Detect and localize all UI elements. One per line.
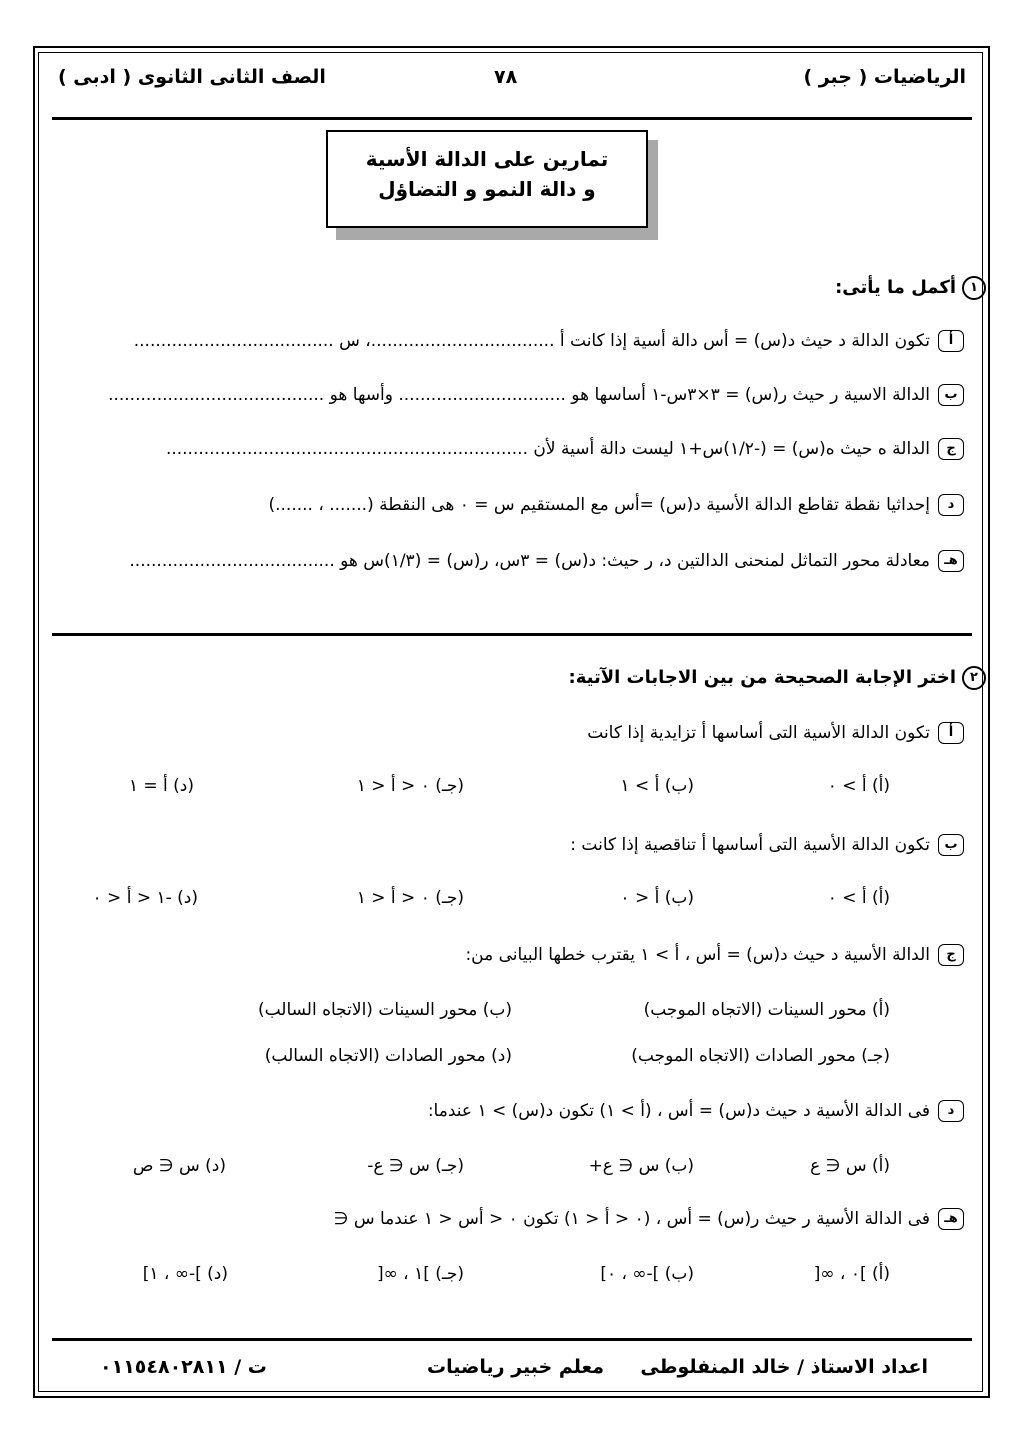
q1-item-e-text: معادلة محور التماثل لمنحنى الدالتين د، ر حيث: د(س) = ٣س، ر(س) = (١/٣)س هو ...................................... — [129, 551, 930, 571]
q1-item-b-letter: ب — [938, 384, 964, 406]
q2-a-option-2: (ب) أ > ١ — [620, 776, 694, 796]
q2-item-d-letter: د — [938, 1100, 964, 1122]
header-subject: الرياضيات ( جبر ) — [803, 66, 966, 88]
q1-item-a-letter: أ — [938, 330, 964, 352]
q2-b-option-1: (أ) أ > ٠ — [827, 888, 890, 908]
q2-item-c-letter: ج — [938, 944, 964, 966]
q2-item-b-text: تكون الدالة الأسية التى أساسها أ تناقصية إذا كانت : — [570, 835, 930, 855]
q1-item-c-letter: ج — [938, 438, 964, 460]
q2-item-e-text: فى الدالة الأسية ر حيث ر(س) = أس ، (٠ < أ < ١) تكون ٠ < أس < ١ عندما س ∈ — [333, 1209, 930, 1229]
q1-item-a — [134, 330, 964, 352]
q2-item-a-text: تكون الدالة الأسية التى أساسها أ تزايدية إذا كانت — [587, 723, 930, 743]
q1-item-e-letter: هـ — [938, 550, 964, 572]
footer-phone: ت / ٠١١٥٤٨٠٢٨١١ — [100, 1356, 267, 1378]
header-grade: الصف الثانى الثانوى ( ادبى ) — [58, 66, 326, 88]
q1-heading-row — [835, 276, 986, 300]
q1-item-d-text: إحداثيا نقطة تقاطع الدالة الأسية د(س) =أس مع المستقيم س = ٠ هى النقطة (....... ، .......) — [268, 495, 930, 515]
q1-heading: أكمل ما يأتى: — [835, 277, 956, 298]
section-rule — [52, 633, 972, 636]
q2-heading: اختر الإجابة الصحيحة من بين الاجابات الآتية: — [568, 667, 956, 688]
q2-d-option-2: (ب) س ∈ ع+ — [588, 1156, 694, 1176]
q2-item-b-letter: ب — [938, 834, 964, 856]
q1-number: ١ — [962, 276, 986, 300]
q1-item-d — [268, 494, 964, 516]
q1-item-c — [166, 438, 964, 460]
q2-b-option-2: (ب) أ < ٠ — [620, 888, 694, 908]
q2-number: ٢ — [962, 666, 986, 690]
header-page-number: ٧٨ — [494, 66, 518, 88]
title-line-2: و دالة النمو و التضاؤل — [378, 177, 596, 201]
q1-item-b-text: الدالة الاسية ر حيث ر(س) = ٣×٣س-١ أساسها هو ............................... وأسها هو ........................................ — [108, 385, 930, 405]
q2-item-d-text: فى الدالة الأسية د حيث د(س) = أس ، (أ > ١) تكون د(س) > ١ عندما: — [427, 1101, 930, 1121]
q2-a-option-1: (أ) أ > ٠ — [827, 776, 890, 796]
q2-e-option-1: (أ) ]٠ ، ∞[ — [813, 1264, 890, 1284]
q1-item-e — [129, 550, 964, 572]
q2-d-option-3: (جـ) س ∈ ع- — [367, 1156, 464, 1176]
q2-d-option-1: (أ) س ∈ ع — [810, 1156, 890, 1176]
q2-heading-row — [569, 666, 987, 690]
q1-item-d-letter: د — [938, 494, 964, 516]
q2-d-option-4: (د) س ∈ ص — [132, 1156, 226, 1176]
q2-item-c-text: الدالة الأسية د حيث د(س) = أس ، أ > ١ يقترب خطها البيانى من: — [465, 945, 930, 965]
q2-c-option-3: (جـ) محور الصادات (الاتجاه الموجب) — [631, 1046, 890, 1066]
q2-item-c — [465, 944, 964, 966]
q1-item-c-text: الدالة ه حيث ه(س) = (-١/٢)س+١ ليست دالة أسية لأن ................................................................... — [165, 439, 930, 459]
footer-rule — [52, 1338, 972, 1341]
q2-a-option-4: (د) أ = ١ — [128, 776, 194, 796]
q2-c-option-2: (ب) محور السينات (الاتجاه السالب) — [257, 1000, 512, 1020]
q2-c-option-4: (د) محور الصادات (الاتجاه السالب) — [264, 1046, 512, 1066]
q2-e-option-3: (جـ) ]١ ، ∞[ — [376, 1264, 464, 1284]
q2-b-option-3: (جـ) ٠ < أ < ١ — [356, 888, 464, 908]
q2-item-a-letter: أ — [938, 722, 964, 744]
q2-item-b — [570, 834, 964, 856]
q2-item-a — [587, 722, 964, 744]
q1-item-a-text: تكون الدالة د حيث د(س) = أس دالة أسية إذا كانت أ ..................................، س ..................................... — [133, 331, 930, 351]
footer-role: معلم خبير رياضيات — [427, 1356, 604, 1378]
q2-item-e — [334, 1208, 964, 1230]
q2-a-option-3: (جـ) ٠ < أ < ١ — [356, 776, 464, 796]
q2-e-option-4: (د) ]-∞ ، ١] — [142, 1264, 228, 1284]
footer-author: اعداد الاستاذ / خالد المنفلوطى — [640, 1356, 928, 1378]
q2-b-option-4: (د) -١ < أ < ٠ — [92, 888, 198, 908]
title-box — [326, 130, 648, 228]
q2-c-option-1: (أ) محور السينات (الاتجاه الموجب) — [643, 1000, 890, 1020]
q2-item-d — [428, 1100, 964, 1122]
header-rule — [52, 117, 972, 120]
q2-item-e-letter: هـ — [938, 1208, 964, 1230]
title-line-1: تمارين على الدالة الأسية — [365, 147, 609, 171]
q1-item-b — [108, 384, 964, 406]
q2-e-option-2: (ب) ]-∞ ، ٠] — [600, 1264, 694, 1284]
